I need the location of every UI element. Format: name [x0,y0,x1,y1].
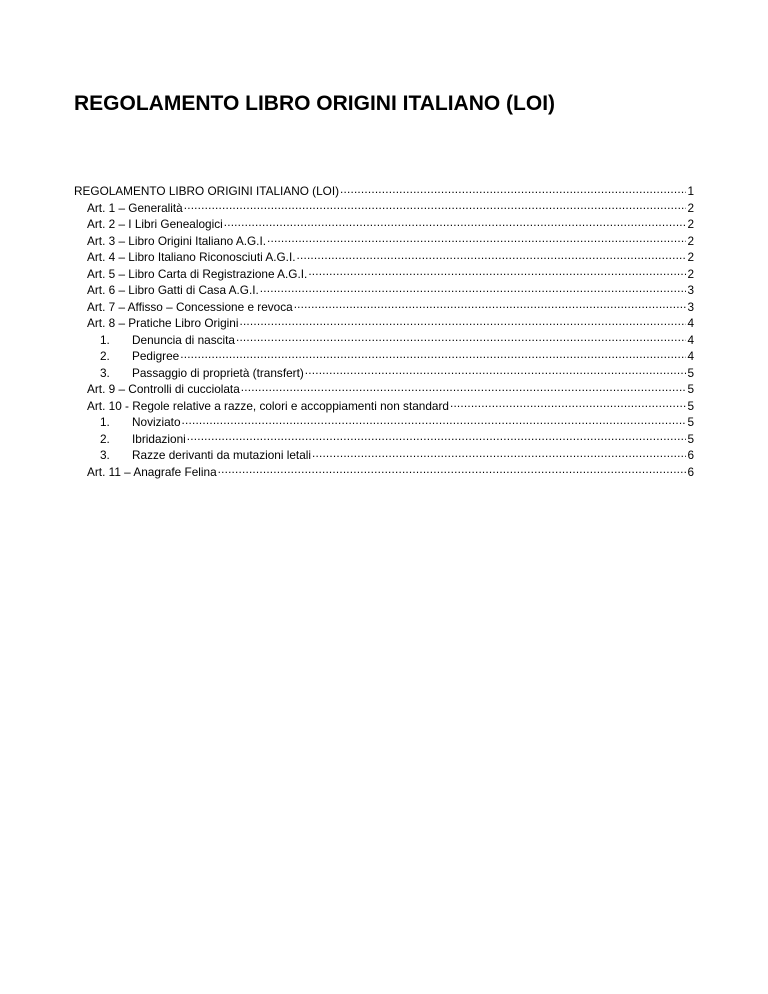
toc-dot-leader [239,315,686,327]
toc-entry[interactable] [74,365,694,382]
toc-entry-label: Art. 7 – Affisso – Concessione e revoca [87,299,293,314]
toc-entry-label: Pedigree [132,349,180,363]
toc-entry[interactable] [74,431,694,448]
toc-entry-page-number: 1 [687,184,694,198]
toc-entry-number: 3. [100,365,110,380]
toc-entry-page-number: 2 [687,217,694,231]
toc-dot-leader [267,233,686,245]
toc-entry[interactable] [74,299,694,316]
toc-entry-page-number: 5 [687,431,694,446]
toc-entry[interactable] [74,398,694,415]
toc-entry-page-number: 3 [687,299,694,314]
toc-dot-leader [182,414,687,426]
toc-dot-leader [294,299,687,311]
toc-dot-leader [260,282,687,294]
toc-dot-leader [180,348,686,360]
toc-entry[interactable] [74,332,694,349]
toc-entry-page-number: 4 [687,316,694,330]
toc-entry[interactable] [74,414,694,431]
table-of-contents [74,183,694,480]
toc-entry-label: Art. 4 – Libro Italiano Riconosciuti A.G.I. [87,250,296,264]
toc-entry-page-number: 2 [687,200,694,215]
toc-entry[interactable] [74,233,694,250]
toc-dot-leader [218,464,687,476]
toc-entry-page-number: 5 [687,382,694,396]
toc-dot-leader [224,216,687,228]
toc-entry-page-number: 5 [687,415,694,429]
toc-entry-label: Art. 8 – Pratiche Libro Origini [87,316,239,330]
toc-entry-page-number: 5 [687,365,694,380]
toc-entry-label: Art. 1 – Generalità [87,200,183,215]
toc-entry[interactable] [74,216,694,233]
toc-entry-page-number: 6 [687,448,694,462]
toc-entry-number: 3. [100,448,110,462]
toc-dot-leader [312,447,686,459]
toc-entry[interactable] [74,381,694,398]
toc-entry[interactable] [74,315,694,332]
toc-entry-number: 1. [100,332,110,347]
toc-entry-page-number: 6 [687,464,694,479]
toc-dot-leader [450,398,686,410]
toc-entry-label: Ibridazioni [132,431,186,446]
toc-entry-label: Noviziato [132,415,181,429]
toc-entry-label: Art. 9 – Controlli di cucciolata [87,382,240,396]
toc-entry-label: Passaggio di proprietà (transfert) [132,365,304,380]
toc-entry-label: Art. 5 – Libro Carta di Registrazione A.G.I. [87,266,308,281]
toc-entry-page-number: 2 [687,250,694,264]
toc-entry-label: Art. 2 – I Libri Genealogici [87,217,223,231]
toc-entry-label: Art. 10 - Regole relative a razze, colori e accoppiamenti non standard [87,398,449,413]
document-title: REGOLAMENTO LIBRO ORIGINI ITALIANO (LOI) [74,92,556,115]
toc-entry-label: Art. 6 – Libro Gatti di Casa A.G.I. [87,283,259,297]
toc-entry[interactable] [74,249,694,266]
toc-dot-leader [187,431,687,443]
toc-dot-leader [241,381,687,393]
toc-entry[interactable] [74,200,694,217]
toc-entry-label: Art. 11 – Anagrafe Felina [87,464,217,479]
toc-entry[interactable] [74,447,694,464]
toc-entry-page-number: 4 [687,332,694,347]
toc-entry-page-number: 5 [687,398,694,413]
toc-dot-leader [305,365,687,377]
toc-entry-page-number: 4 [687,349,694,363]
toc-entry[interactable] [74,282,694,299]
toc-entry-number: 2. [100,349,110,363]
toc-dot-leader [184,200,687,212]
toc-entry-number: 2. [100,431,110,446]
toc-entry[interactable] [74,348,694,365]
toc-entry-label: Razze derivanti da mutazioni letali [132,448,312,462]
toc-entry-label: Art. 3 – Libro Origini Italiano A.G.I. [87,233,267,248]
toc-entry-number: 1. [100,415,110,429]
toc-dot-leader [236,332,686,344]
toc-entry[interactable] [74,464,694,481]
toc-entry-label: REGOLAMENTO LIBRO ORIGINI ITALIANO (LOI) [74,184,340,198]
toc-entry-page-number: 2 [687,266,694,281]
toc-entry-page-number: 3 [687,283,694,297]
toc-dot-leader [308,266,686,278]
toc-dot-leader [297,249,687,261]
toc-entry[interactable] [74,266,694,283]
toc-entry[interactable] [74,183,694,200]
toc-dot-leader [340,183,686,195]
toc-entry-label: Denuncia di nascita [132,332,235,347]
toc-entry-page-number: 2 [687,233,694,248]
